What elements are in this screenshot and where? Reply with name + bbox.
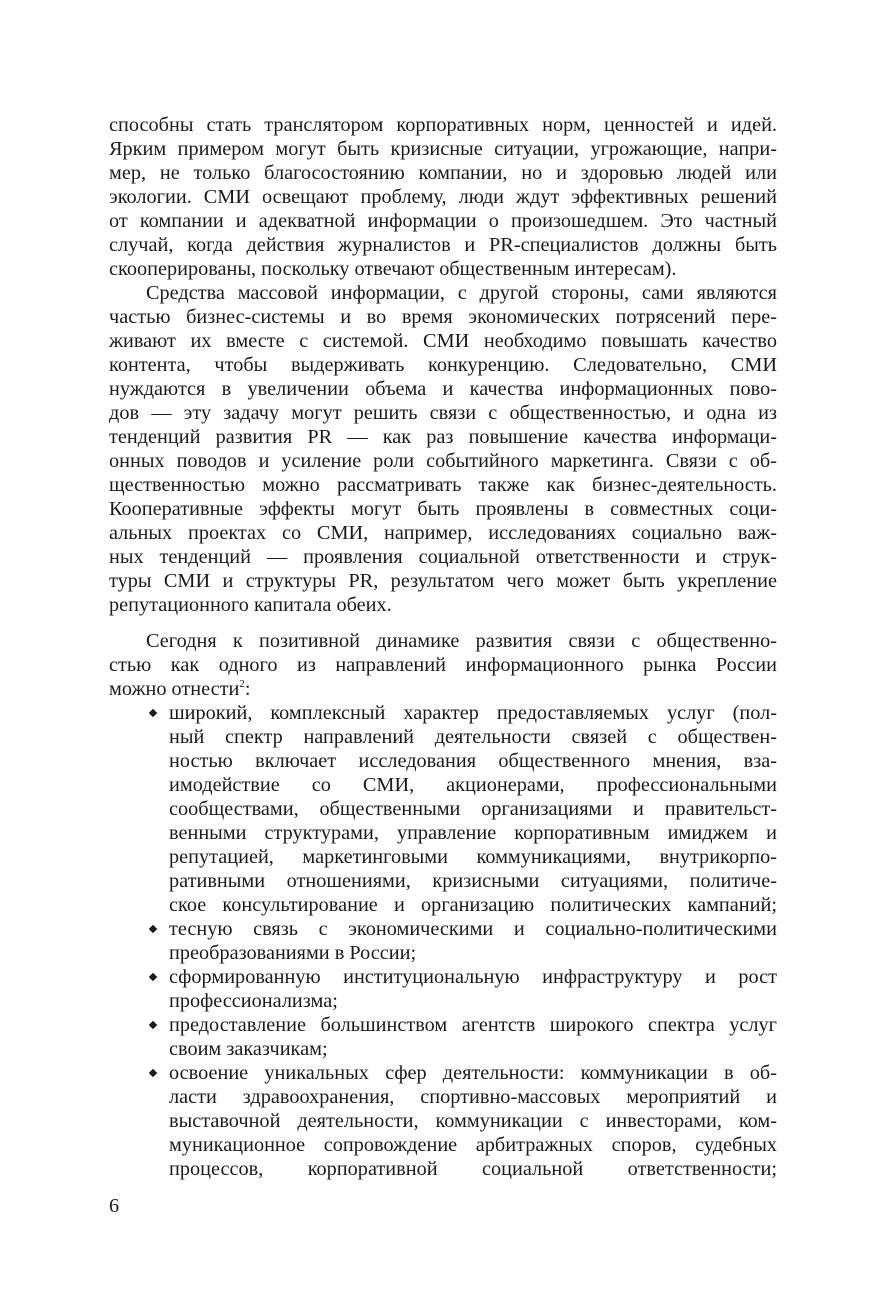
text-line: предоставление большинством агентств широкого спектра услуг bbox=[169, 1014, 777, 1036]
paragraph-3 bbox=[109, 629, 777, 701]
paragraph-gap bbox=[109, 617, 777, 629]
text-line: венными структурами, управление корпоративным имиджем и bbox=[169, 822, 777, 844]
diamond-bullet-icon bbox=[146, 1061, 160, 1085]
text-line: ностью включает исследования общественного мнения, вза- bbox=[169, 750, 777, 772]
text-line: частью бизнес-системы и во время экономических потрясений пере- bbox=[109, 306, 777, 328]
diamond-bullet-icon bbox=[146, 965, 160, 989]
text-line: скооперированы, поскольку отвечают общественным интересам). bbox=[109, 258, 677, 280]
text-line: от компании и адекватной информации о произошедшем. Это частный bbox=[109, 210, 777, 232]
list-item bbox=[109, 917, 777, 965]
text-line: процессов, корпоративной социальной ответственности; bbox=[169, 1158, 777, 1180]
text-line: своим заказчикам; bbox=[169, 1038, 328, 1060]
text-line: нуждаются в увеличении объема и качества информационных пово- bbox=[109, 378, 777, 400]
text-line: ных тенденций — проявления социальной ответственности и струк- bbox=[109, 546, 777, 568]
list-item bbox=[109, 1013, 777, 1061]
text-line: контента, чтобы выдерживать конкуренцию. Следовательно, СМИ bbox=[109, 354, 777, 376]
text-line: сообществами, общественными организациями и правительст- bbox=[169, 798, 777, 820]
text-line: онных поводов и усиление роли событийного маркетинга. Связи с об- bbox=[109, 450, 777, 472]
colon: : bbox=[244, 678, 251, 700]
text-line: репутацией, маркетинговыми коммуникациями, внутрикорпо- bbox=[169, 846, 777, 868]
text-line: живают их вместе с системой. СМИ необходимо повышать качество bbox=[109, 330, 777, 352]
page-number: 6 bbox=[109, 1195, 120, 1217]
page-body bbox=[109, 113, 777, 1181]
text-line: альных проектах со СМИ, например, исследованиях социально важ- bbox=[109, 522, 777, 544]
paragraph-1 bbox=[109, 113, 777, 281]
diamond-bullet-icon bbox=[146, 1013, 160, 1037]
footnote-ref[interactable]: 2 bbox=[239, 678, 245, 690]
text-line: профессионализма; bbox=[169, 990, 338, 1012]
text-line: тесную связь с экономическими и социально-политическими bbox=[169, 918, 777, 940]
text-line: широкий, комплексный характер предоставляемых услуг (пол- bbox=[169, 702, 777, 724]
text-line: ское консультирование и организацию политических кампаний; bbox=[169, 894, 777, 916]
text-line: Кооперативные эффекты могут быть проявлены в совместных соци- bbox=[109, 498, 777, 520]
text-line: имодействие со СМИ, акционерами, профессиональными bbox=[169, 774, 777, 796]
text-line: Ярким примером могут быть кризисные ситуации, угрожающие, напри- bbox=[109, 138, 777, 160]
text-line: стью как одного из направлений информационного рынка России bbox=[109, 654, 777, 676]
text-line: ративными отношениями, кризисными ситуациями, политиче- bbox=[169, 870, 777, 892]
list-item bbox=[109, 965, 777, 1013]
text-line: дов — эту задачу могут решить связи с общественностью, и одна из bbox=[109, 402, 777, 424]
list-item bbox=[109, 701, 777, 917]
text-line: ласти здравоохранения, спортивно-массовых мероприятий и bbox=[169, 1086, 777, 1108]
bullet-list bbox=[109, 701, 777, 1181]
diamond-bullet-icon bbox=[146, 917, 160, 941]
text-line: экологии. СМИ освещают проблему, люди ждут эффективных решений bbox=[109, 186, 777, 208]
text-line: преобразованиями в России; bbox=[169, 942, 417, 964]
last-line-text: можно отнести bbox=[109, 678, 240, 700]
text-line: освоение уникальных сфер деятельности: коммуникации в об- bbox=[169, 1062, 777, 1084]
diamond-bullet-icon bbox=[146, 701, 160, 725]
list-item bbox=[109, 1061, 777, 1181]
text-line: способны стать транслятором корпоративных норм, ценностей и идей. bbox=[109, 114, 777, 136]
text-line: репутационного капитала обеих. bbox=[109, 594, 392, 616]
text-line: Сегодня к позитивной динамике развития связи с общественно- bbox=[146, 630, 777, 652]
text-line bbox=[109, 677, 777, 701]
text-line: сформированную институциональную инфраструктуру и рост bbox=[169, 966, 777, 988]
paragraph-2 bbox=[109, 281, 777, 617]
text-line: ный спектр направлений деятельности связей с обществен- bbox=[169, 726, 777, 748]
text-line: муникационное сопровождение арбитражных споров, судебных bbox=[169, 1134, 777, 1156]
text-line: мер, не только благосостоянию компании, но и здоровью людей или bbox=[109, 162, 777, 184]
text-line: тенденций развития PR — как раз повышение качества информаци- bbox=[109, 426, 777, 448]
text-line: щественностью можно рассматривать также как бизнес-деятельность. bbox=[109, 474, 777, 496]
text-line: выставочной деятельности, коммуникации с инвесторами, ком- bbox=[169, 1110, 777, 1132]
text-line: туры СМИ и структуры PR, результатом чего может быть укрепление bbox=[109, 570, 777, 592]
text-line: случай, когда действия журналистов и PR-специалистов должны быть bbox=[109, 234, 777, 256]
text-line: Средства массовой информации, с другой стороны, сами являются bbox=[146, 282, 777, 304]
